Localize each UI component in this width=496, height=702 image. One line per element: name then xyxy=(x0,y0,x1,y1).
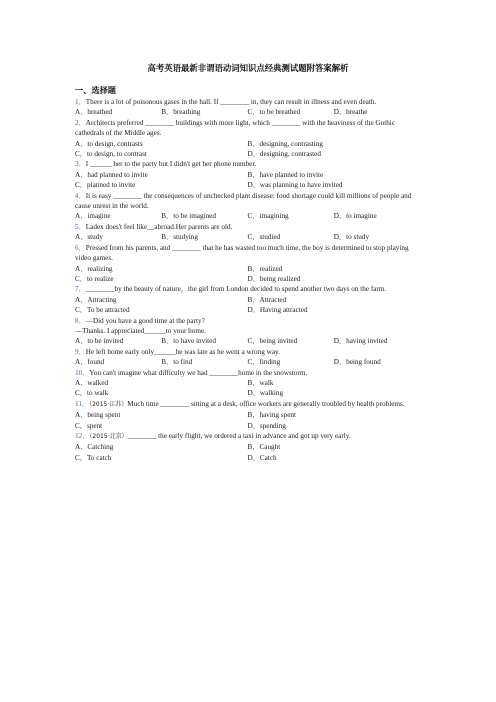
answer-option[interactable]: D．designing, contrasted xyxy=(247,150,321,159)
section-heading: 一、选择题 xyxy=(75,86,116,95)
page-title: 高考英语最新非谓语动词知识点经典测试题附答案解析 xyxy=(147,64,349,73)
answer-option[interactable]: B．have planned to invite xyxy=(247,170,324,179)
question-item xyxy=(75,347,420,368)
question-stem xyxy=(75,97,420,107)
answer-option[interactable]: B．having spent xyxy=(247,411,297,420)
answer-options xyxy=(75,378,420,399)
answer-option[interactable]: A．imagine xyxy=(75,212,111,221)
question-number: 5． xyxy=(75,222,86,231)
question-stem xyxy=(75,316,420,337)
question-list xyxy=(75,97,420,463)
answer-option[interactable]: C．To catch xyxy=(75,453,112,462)
answer-options xyxy=(75,211,420,221)
answer-option[interactable]: A．Catching xyxy=(75,443,114,452)
question-text: There is a lot of poisonous gases in the hall. If ________ in, they can result in illness and even death. xyxy=(85,98,377,106)
question-stem xyxy=(75,368,420,378)
question-text: It is easy ________ the consequences of unchecked plant disease: food shortage could kill millions of people and cause unrest in the world. xyxy=(75,191,414,211)
question-stem xyxy=(75,243,420,264)
question-item xyxy=(75,284,420,315)
question-text: You can't imagine what difficulty we had ________home in the snowstorm. xyxy=(89,368,308,377)
answer-option[interactable]: D．to study xyxy=(333,233,370,242)
question-number: 10． xyxy=(75,368,90,377)
question-item xyxy=(75,97,420,118)
question-stem xyxy=(75,347,420,357)
question-item xyxy=(75,191,420,222)
answer-option[interactable]: A．to design, contrasts xyxy=(75,139,143,148)
question-number: 3． xyxy=(75,160,86,169)
answer-option[interactable]: A．had planned to invite xyxy=(75,170,148,179)
answer-option[interactable]: C．to design, to contrast xyxy=(75,150,147,159)
question-number: 7． xyxy=(75,285,86,294)
question-item xyxy=(75,431,420,463)
question-stem xyxy=(75,118,420,139)
question-number: 8． xyxy=(75,316,86,325)
answer-option[interactable]: C．being invited xyxy=(247,337,298,346)
answer-option[interactable]: C．finding xyxy=(247,358,281,367)
question-item xyxy=(75,399,420,431)
answer-option[interactable]: A．being spent xyxy=(75,411,121,420)
question-stem xyxy=(75,191,420,212)
question-text: Much time ________ sitting at a desk, office workers are generally troubled by health problems. xyxy=(127,399,405,408)
question-source-note: （2015·江苏） xyxy=(89,400,128,408)
answer-options xyxy=(75,357,420,367)
question-item xyxy=(75,316,420,347)
answer-option[interactable]: A．to be invited xyxy=(75,337,124,346)
answer-option[interactable]: A．walked xyxy=(75,378,109,387)
answer-option[interactable]: C．to be breathed xyxy=(247,108,301,117)
answer-option[interactable]: B．Caught xyxy=(247,443,281,452)
question-number: 6． xyxy=(75,243,86,252)
answer-option[interactable]: D．being found xyxy=(333,358,381,367)
question-number: 2． xyxy=(75,118,86,127)
question-item xyxy=(75,159,420,190)
question-source-note: （2015·北京） xyxy=(89,433,128,440)
answer-option[interactable]: A．breathed xyxy=(75,108,113,117)
answer-options xyxy=(75,295,420,316)
answer-option[interactable]: D．spending xyxy=(247,421,286,430)
answer-option[interactable]: D．to imagine xyxy=(333,212,377,221)
answer-options xyxy=(75,442,420,463)
answer-option[interactable]: D．was planning to have invited xyxy=(247,181,343,190)
answer-option[interactable]: A．Attracting xyxy=(75,295,117,304)
question-number: 4． xyxy=(75,191,86,200)
answer-option[interactable]: A．found xyxy=(75,358,105,367)
answer-options xyxy=(75,170,420,191)
answer-option[interactable]: B．to have invited xyxy=(161,337,216,346)
answer-option[interactable]: B．realized xyxy=(247,264,283,273)
answer-options xyxy=(75,410,420,431)
question-stem xyxy=(75,431,420,442)
answer-option[interactable]: B．breathing xyxy=(161,108,201,117)
answer-option[interactable]: B．Attracted xyxy=(247,295,287,304)
question-text: Architects preferred ________ buildings with more light, which ________ with the heaviness of the Gothic cathedrals of the Middle ages. xyxy=(75,118,397,138)
question-text: I ______ her to the party but I didn't get her phone number. xyxy=(85,160,257,169)
answer-option[interactable]: A．realizing xyxy=(75,264,113,273)
answer-options xyxy=(75,336,420,346)
answer-option[interactable]: D．Catch xyxy=(247,453,277,462)
question-number: 1． xyxy=(75,98,86,106)
answer-option[interactable]: D．walking xyxy=(247,389,284,398)
answer-option[interactable]: B．designing, contrasting xyxy=(247,139,323,148)
question-number: 9． xyxy=(75,347,86,356)
answer-option[interactable]: C．studied xyxy=(247,233,281,242)
question-text: ________ the early flight, we ordered a taxi in advance and got up very early. xyxy=(127,432,351,440)
question-item xyxy=(75,118,420,160)
question-stem xyxy=(75,284,420,294)
answer-option[interactable]: C．imagining xyxy=(247,212,289,221)
answer-option[interactable]: B．to find xyxy=(161,358,193,367)
question-item xyxy=(75,368,420,399)
answer-options xyxy=(75,139,420,160)
answer-option[interactable]: C．To be attracted xyxy=(75,306,130,315)
question-number: 12． xyxy=(75,432,90,440)
answer-option[interactable]: D．breathe xyxy=(333,108,368,117)
question-text: Pressed from his parents, and ________ that he has wasted too much time, the boy is determined to stop playing video games. xyxy=(75,243,411,263)
answer-option[interactable]: B．studying xyxy=(161,233,198,242)
answer-options xyxy=(75,232,420,242)
answer-option[interactable]: D．Having attracted xyxy=(247,306,308,315)
question-stem xyxy=(75,399,420,410)
question-stem xyxy=(75,222,420,232)
answer-option[interactable]: A．study xyxy=(75,233,103,242)
question-item xyxy=(75,222,420,243)
answer-option[interactable]: D．being realized xyxy=(247,274,301,283)
question-text: ________by the beauty of nature，the girl from London decided to spend another two days on the farm. xyxy=(85,285,387,294)
answer-option[interactable]: D．having invited xyxy=(333,337,388,346)
answer-option[interactable]: C．to walk xyxy=(75,389,109,398)
question-text: —Did you have a good time at the party? —Thanks. I appreciated______to your home. xyxy=(75,316,206,335)
question-text: He left home early only______he was late as he went a wrong way. xyxy=(85,347,280,356)
answer-option[interactable]: C．spent xyxy=(75,421,103,430)
question-stem xyxy=(75,159,420,169)
answer-option[interactable]: B．walk xyxy=(247,378,274,387)
answer-option[interactable]: C．planned to invite xyxy=(75,181,136,190)
answer-options xyxy=(75,264,420,285)
question-item xyxy=(75,243,420,285)
question-number: 11． xyxy=(75,399,90,408)
answer-options xyxy=(75,107,420,117)
answer-option[interactable]: B．to be imagined xyxy=(161,212,216,221)
question-text: Ladex does't feel like__abroad.Her parents are old. xyxy=(85,222,233,231)
answer-option[interactable]: C．to realize xyxy=(75,274,114,283)
